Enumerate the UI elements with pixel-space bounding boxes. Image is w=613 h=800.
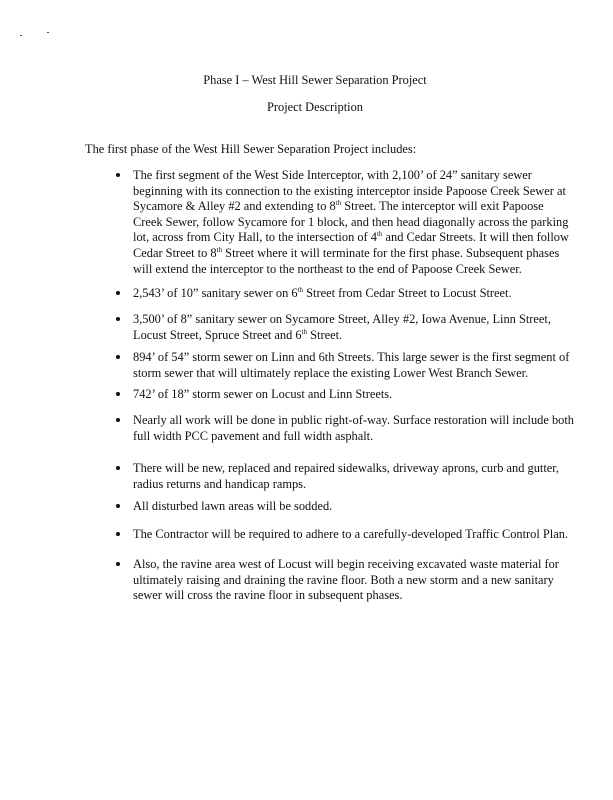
text-line xyxy=(133,350,569,366)
text-line xyxy=(133,328,551,344)
text-segment: Sycamore & Alley #2 and extending to 8 xyxy=(133,199,336,214)
text-segment: The first segment of the West Side Interceptor, with 2,100’ of 24” sanitary sewer xyxy=(133,168,532,182)
text-line xyxy=(133,573,559,589)
bullet-icon xyxy=(116,392,120,396)
text-line xyxy=(133,312,551,328)
text-line xyxy=(133,215,569,231)
text-segment: Locust Street, Spruce Street and 6 xyxy=(133,327,302,342)
bullet-icon xyxy=(116,317,120,321)
text-line xyxy=(133,387,392,403)
bullet-icon xyxy=(116,418,120,422)
intro-paragraph: The first phase of the West Hill Sewer Separation Project includes: xyxy=(85,142,417,156)
text-segment: storm sewer that will ultimately replace the existing Lower West Branch Sewer. xyxy=(133,365,529,380)
bullet-text xyxy=(133,557,559,604)
text-segment: Nearly all work will be done in public right-of-way. Surface restoration will include both xyxy=(133,413,575,427)
text-line xyxy=(133,499,332,515)
text-segment: Street. xyxy=(307,327,343,342)
text-segment: Cedar Street to 8 xyxy=(133,245,217,260)
text-line xyxy=(133,527,568,543)
superscript: th xyxy=(301,327,308,336)
bullet-text xyxy=(133,312,551,343)
bullet-text xyxy=(133,499,332,515)
text-segment: All disturbed lawn areas will be sodded. xyxy=(133,499,333,513)
bullet-text xyxy=(133,461,559,492)
text-segment: 894’ of 54” storm sewer on Linn and 6th Streets. This large sewer is the first segment of xyxy=(133,350,570,364)
bullet-icon xyxy=(116,173,120,177)
document-subtitle: Project Description xyxy=(266,100,363,114)
scan-speck xyxy=(20,35,22,36)
bullet-icon xyxy=(116,504,120,508)
bullet-icon xyxy=(116,532,120,536)
text-segment: radius returns and handicap ramps. xyxy=(133,476,307,491)
bullet-text xyxy=(133,387,392,403)
bullet-text xyxy=(133,413,574,444)
text-segment: full width PCC pavement and full width asphalt. xyxy=(133,428,374,443)
scan-speck xyxy=(47,32,49,33)
text-segment: 3,500’ of 8” sanitary sewer on Sycamore Street, Alley #2, Iowa Avenue, Linn Street, xyxy=(133,312,551,326)
text-segment: There will be new, replaced and repaired sidewalks, driveway aprons, curb and gutter, xyxy=(133,461,560,475)
superscript: th xyxy=(376,230,383,239)
text-line xyxy=(133,413,574,429)
text-line xyxy=(133,286,512,302)
text-segment: Also, the ravine area west of Locust will begin receiving excavated waste material for xyxy=(133,557,559,571)
text-line xyxy=(133,184,569,200)
bullet-icon xyxy=(116,466,120,470)
bullet-text xyxy=(133,168,569,277)
bullet-text xyxy=(133,350,569,381)
text-segment: Creek Sewer, follow Sycamore for 1 block, and then head diagonally across the parking xyxy=(133,214,569,229)
text-line xyxy=(133,262,569,278)
superscript: th xyxy=(216,245,223,254)
bullet-text xyxy=(133,286,512,302)
text-line xyxy=(133,246,569,262)
superscript: th xyxy=(335,199,342,208)
text-segment: sewer will cross the ravine floor in subsequent phases. xyxy=(133,588,403,603)
text-line xyxy=(133,429,574,445)
text-line xyxy=(133,588,559,604)
text-line xyxy=(133,557,559,573)
text-segment: Street from Cedar Street to Locust Street. xyxy=(303,286,512,300)
bullet-icon xyxy=(116,291,120,295)
text-segment: and Cedar Streets. It will then follow xyxy=(382,230,569,245)
text-segment: 742’ of 18” storm sewer on Locust and Linn Streets. xyxy=(133,387,393,401)
text-segment: will extend the interceptor to the northeast to the end of Papoose Creek Sewer. xyxy=(133,261,522,276)
bullet-icon xyxy=(116,355,120,359)
text-segment: ultimately raising and draining the ravine floor. Both a new storm and a new sanitary xyxy=(133,572,554,587)
bullet-icon xyxy=(116,562,120,566)
text-line xyxy=(133,477,559,493)
text-segment: lot, across from City Hall, to the intersection of 4 xyxy=(133,230,377,245)
text-segment: Street. The interceptor will exit Papoose xyxy=(341,199,544,214)
text-segment: Street where it will terminate for the first phase. Subsequent phases xyxy=(222,245,560,260)
text-segment: The Contractor will be required to adhere to a carefully-developed Traffic Control Plan. xyxy=(133,527,569,541)
text-segment: 2,543’ of 10” sanitary sewer on 6 xyxy=(133,286,298,300)
text-line xyxy=(133,461,559,477)
text-segment: beginning with its connection to the existing interceptor inside Papoose Creek Sewer at xyxy=(133,183,566,198)
text-line xyxy=(133,199,569,215)
superscript: th xyxy=(297,286,304,294)
document-title: Phase I – West Hill Sewer Separation Project xyxy=(203,73,427,87)
text-line xyxy=(133,230,569,246)
text-line xyxy=(133,366,569,382)
text-line xyxy=(133,168,569,184)
bullet-text xyxy=(133,527,568,543)
